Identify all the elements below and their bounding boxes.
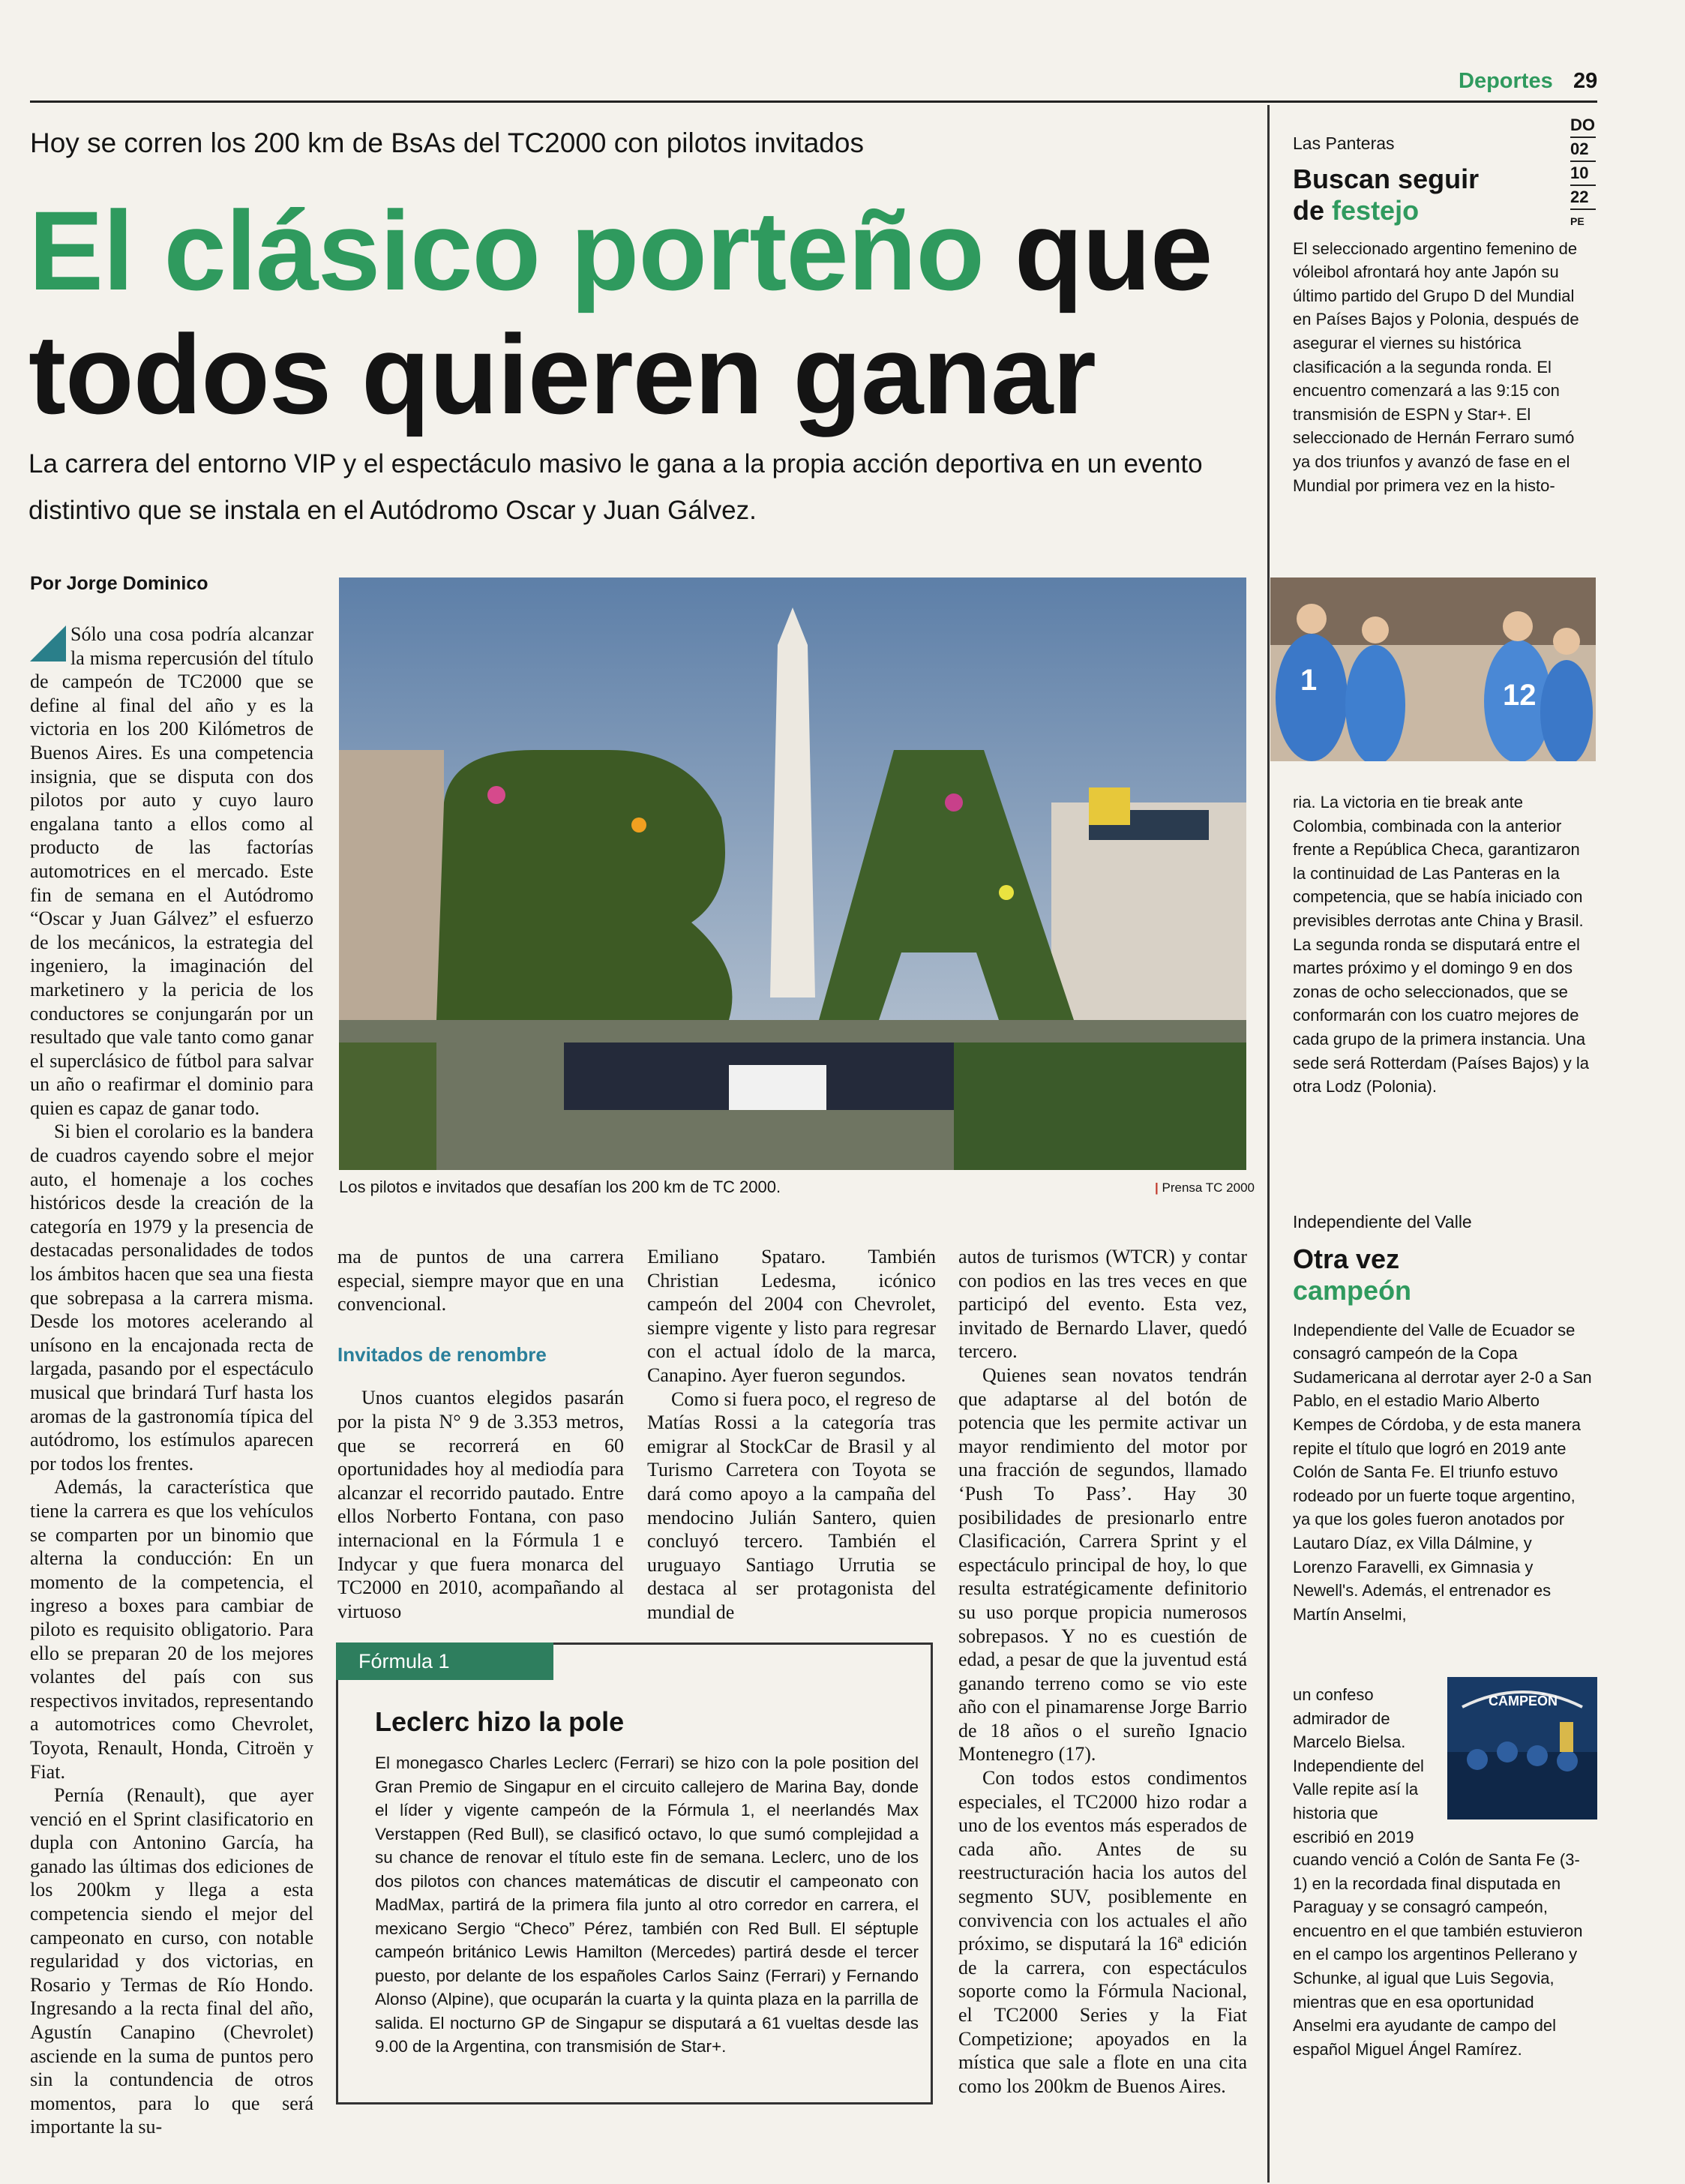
sidebar-panteras-continued: ria. La victoria en tie break ante Colombia, combinada con la anterior frente a República Checa, garantizaron la continuidad de Las Panteras en la competencia, que se había iniciado con previsibles derrotas ante China y Brasil. La segunda ronda se disputará entre el martes próximo y el domingo 9 en dos zonas de ocho seleccionados, que se conformarán con los cuatro mejores de cada grupo de la primera instancia. Una sede será Rotterdam (Países Bajos) y la otra Lodz (Polonia). [1293,793,1589,1096]
sidebar-body: Independiente del Valle de Ecuador se consagró campeón de la Copa Sudamericana al derrotar ayer 2-0 a San Pablo, en el estadio Mario Alberto Kempes de Córdoba, y de esta manera repite el título que logró en 2019 ante Colón de Santa Fe. El triunfo estuvo rodeado por un fuerte toque argentino, ya que los goles fueron anotados por Lautaro Díaz, ex Villa Dálmine, y Lorenzo Faravelli, ex Gimnasia y Newell's. Además, el entrenador es Martín Anselmi, [1293,1320,1592,1624]
jersey-number: 1 [1300,664,1318,697]
headline: El clásico porteño que todos quieren ganar [28,188,1213,437]
main-photo [339,578,1246,1170]
volleyball-photo [1270,578,1596,761]
article-column-2: ma de puntos de una carrera especial, siempre mayor que en una convencional. Invitados de renombre Unos cuantos elegidos pasarán por la pista N° 9 de 3.353 metros, que se recorrerá en 60 oportunidades hoy al mediodía para alcanzar el recorrido pautado. Entre ellos Norberto Fontana, con paso internacional en la Fórmula 1 e Indycar y que fuera monarca del TC2000 en 2010, acompañando al virtuoso [337,1246,624,1622]
deck: La carrera del entorno VIP y el espectáculo masivo le gana a la propia acción deportiva en un evento distintivo que se instala en el Autódromo Oscar y Juan Gálvez. [28,449,1203,525]
f1-box-tab: Fórmula 1 [336,1642,553,1680]
kicker: Hoy se corren los 200 km de BsAs del TC2000 con pilotos invitados [30,128,864,158]
sidebar-panteras [1293,132,1593,497]
photo-caption: Los pilotos e invitados que desafían los 200 km de TC 2000. [339,1178,781,1196]
byline: Por Jorge Dominico [30,573,208,594]
sidebar-independiente [1293,1210,1593,1626]
section-label: Deportes [1459,69,1553,93]
page-number: 29 [1573,69,1598,93]
sidebar-body: El seleccionado argentino femenino de vóleibol afrontará hoy ante Japón su último partido del Grupo D del Mundial en Países Bajos y Polonia, después de asegurar el viernes su histórica clasificación a la segunda ronda. El encuentro comenzará a las 9:15 con transmisión de ESPN y Star+. El seleccionado de Hernán Ferraro sumó ya dos triunfos y avanzó de fase en el Mundial por primera vez en la histo- [1293,238,1579,495]
banner-text: CAMPEÓN [1489,1694,1558,1708]
jersey-number: 12 [1503,679,1537,712]
sidebar-independiente-narrow: un confeso admirador de Marcelo Bielsa. Independiente del Valle repite así la historia que escribió en 2019 [1293,1685,1424,1846]
article-column-1: Sólo una cosa podría alcanzar la misma repercusión del título de campeón de TC2000 que se define al final del año y es la victoria en los 200 Kilómetros de Buenos Aires. Es una competencia insignia, que se disputa con dos pilotos por auto y cuyo lauro engalana tanto a ellos como al producto de las factorías automotrices en el mercado. Este fin de semana en el Autódromo “Oscar y Juan Gálvez” el esfuerzo de los mecánicos, la estrategia del ingeniero, la imaginación del marketinero y la pericia de los conductores se conjungarán por un resultado que vale tanto como ganar el superclásico de fútbol para salvar un año o reafirmar el dominio para quien es capaz de ganar todo. Si bien el corolario es la bandera de cuadros cayendo sobre el mejor auto, el homenaje a los coches históricos desde la creación de la categoría en 1979 y la presencia de destacadas personalidades de todos los ámbitos hacen que sea una fiesta que sobrepasa a la carrera misma. Desde los motores acelerando al unísono en la encajonada recta de largada, pasando por el espectáculo musical que brindará Turf hasta los aromas de la gastronomía típica del autódromo, los estímulos aparecen por todos los frentes. Además, la característica que tiene la carrera es que los vehículos se comparten por un binomio que alterna la conducción: En un momento de la competencia, el ingreso a boxes para cambiar de piloto es requisito obligatorio. Para ello se preparan 20 de los mejores volantes del país con sus respectivos invitados, representando a automotrices como Chevrolet, Toyota, Renault, Honda, Citroën y Fiat. Pernía (Renault), que ayer venció en el Sprint clasificatorio en dupla con Antonino García, ha ganado las últimas dos ediciones de los 200km y llega a esta competencia siendo el mejor del campeonato en curso, con notable regularidad y dos victorias, en Rosario y Termas de Río Hondo. Ingresando a la recta final del año, Agustín Canapino (Chevrolet) asciende en la suma de puntos pero sin la contundencia de otros momentos, para lo que será importante la su- [30,623,313,2138]
article-column-3: Emiliano Spataro. También Christian Ledesma, icónico campeón del 2004 con Chevrolet, siempre vigente y listo para regresar con el actual ídolo de la marca, Canapino. Ayer fueron segundos. Como si fuera poco, el regreso de Matías Rossi a la categoría tras emigrar al StockCar de Brasil y al Turismo Carretera con Toyota se dará como apoyo a la campaña del mendocino Julián Santero, quien concluyó tercero. También el uruguayo Santiago Urrutia se destaca al ser protagonista del mundial de [647,1246,936,1623]
sidebar-independiente-continued: cuando venció a Colón de Santa Fe (3-1) en la recordada final disputada en Paraguay y se consagró campeón, encuentro en el que también estuvieron en el campo los argentinos Pellerano y Schunke, al igual que Luis Segovia, mientras que en esa oportunidad Anselmi era ayudante de campo del español Miguel Ángel Ramírez. [1293,1850,1583,2059]
f1-box-title: Leclerc hizo la pole [375,1706,625,1737]
trophy-photo [1447,1677,1597,1820]
f1-box-body: El monegasco Charles Leclerc (Ferrari) se hizo con la pole position del Gran Premio de Singapur en el circuito callejero de Marina Bay, donde el líder y vigente campeón de la Fórmula 1, el neerlandés Max Verstappen (Red Bull), se clasificó octavo, lo que sumó complejidad a su chance de renovar el título este fin de semana. Leclerc, uno de los dos pilotos con chances matemáticas de discutir el campeonato con MadMax, partirá de la primera fila junto al otro corredor en carrera, el mexicano Sergio “Checo” Pérez, también con Red Bull. El séptuple campeón británico Lewis Hamilton (Mercedes) partirá desde el tercer puesto, por delante de los españoles Carlos Sainz (Ferrari) y Fernando Alonso (Alpine), que ocuparán la cuarta y la quinta plaza en la parrilla de salida. El nocturno GP de Singapur se disputará a 61 vueltas desde las 9.00 de la Argentina, con transmisión de Star+. [375,1754,919,2056]
sidebar-topic: Las Panteras [1293,134,1395,153]
column-divider [1267,105,1270,2182]
sidebar-topic: Independiente del Valle [1293,1212,1472,1232]
top-rule [30,100,1597,103]
drop-mark-icon [30,626,66,662]
photo-credit: | Prensa TC 2000 [1155,1180,1255,1195]
sidebar-title: Buscan seguir de festejo [1293,163,1480,226]
sidebar-title: Otra vez campeón [1293,1243,1412,1306]
article-column-4: autos de turismos (WTCR) y contar con podios en las tres veces en que participó del evento. Esta vez, invitado de Bernardo Llaver, quedó tercero. Quienes sean novatos tendrán que adaptarse al del botón de potencia que les permite activar un mayor rendimiento del motor por una fracción de segundos, llamado ‘Push To Pass’. Hay 30 posibilidades de presionarlo entre Clasificación, Carrera Sprint y el espectáculo principal de hoy, lo que resulta estratégicamente definitorio su uso porque propicia numerosos sobrepasos. Y no es cuestión de edad, a pesar de que la juventud está ganando terreno como se vio este año con el pinamarense Jorge Barrio de 18 años o el sureño Ignacio Montenegro (17). Con todos estos condimentos especiales, el TC2000 hizo rodar a uno de los eventos más esperados de cada año. Antes de su reestructuración hacia los autos del segmento SUV, posiblemente en convivencia con los actuales el año próximo, se disputará la 16ª edición de la carrera, con espectáculos soporte como la Fórmula Nacional, el TC2000 Series y la Fiat Competizione; apoyados en la mística que sale a flote en una cita como los 200km de Buenos Aires. [958,1246,1247,2097]
date-stamp: DO 02 10 22 PE [1570,116,1595,227]
subhead: Invitados de renombre [337,1342,547,1366]
